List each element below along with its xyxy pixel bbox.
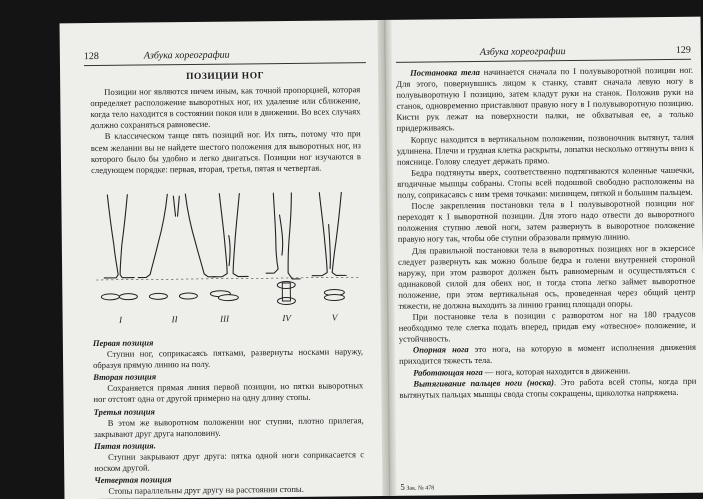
left-intro-block bbox=[90, 70, 361, 176]
numeral-position-4: IV bbox=[282, 312, 291, 324]
position-text: Сохраняется прямая линия первой позиции, но пятки выворотных ног отстоят одна от другой примерно на одну длину стопы. bbox=[93, 380, 364, 405]
signature-text: Зак. № 478 bbox=[406, 485, 435, 492]
foot-diagram-position-1 bbox=[101, 294, 137, 300]
position-title: Пятая позиция. bbox=[93, 440, 156, 451]
body-paragraph-3: После закрепления постановки тела в I полувыворотной позиции ног переходят к I выворотной позиции. Для этого надо отвести до выворотного положения ступню левой ноги, затем развернуть в выворотное положение правую ногу так, чтобы обе ступни образовали прямую линию. bbox=[397, 197, 695, 245]
numeral-position-1: I bbox=[119, 314, 123, 325]
legs-figure-position-1 bbox=[103, 195, 134, 278]
position-title: Третья позиция bbox=[93, 405, 155, 417]
foot-diagram-position-2 bbox=[149, 293, 197, 300]
lead-term: Вытягивание пальцев ноги (носка) bbox=[413, 376, 554, 389]
right-header-title: Азбука хореографии bbox=[479, 46, 566, 58]
legs-figure-position-2 bbox=[137, 194, 216, 278]
numeral-position-2: II bbox=[171, 314, 178, 325]
paragraph-body: начинается сначала по I полувыворотной позиции ног. Для этого, повернувшись лицом к станку, ставят сначала левую ногу в полувыворотную I позицию, затем кладут руки на станок. Положив руки на станок, одновременно приставляют правую ногу в I полувыворотную позицию. Кисти рук лежат на поверхности палки, не обхватывая ее, а только придерживаясь. bbox=[396, 64, 694, 134]
legs-figure-position-5 bbox=[311, 192, 346, 275]
paragraph-body: . Это работа всей стопы, когда при вытянутых пальцах мышцы свода стопы сокращены, щиколотка напряжена. bbox=[399, 375, 697, 400]
definition-supporting-leg bbox=[399, 342, 696, 367]
right-running-header bbox=[396, 45, 691, 63]
body-paragraph-1: Корпус находится в вертикальном положении, позвоночник вытянут, талия удлинена. Плечи и грудная клетка раскрыты, лопатки несколько оттянуты вниз к пояснице. Голову следует держать прямо. bbox=[396, 131, 694, 167]
intro-paragraph-1: Позиции ног являются ничем иным, как точной пропорцией, которая определяет расположение выворотных ног, их удаление или сближение, когда тело находится в состоянии покоя или в движении. Во всех случаях должно сохраняться равновесие. bbox=[90, 84, 361, 131]
foot-diagram-position-5 bbox=[324, 289, 344, 300]
left-header-title: Азбука хореографии bbox=[143, 49, 230, 62]
positions-description-block bbox=[93, 334, 365, 497]
position-text: Ступни закрывают друг друга: пятка одной ноги соприкасается с носком другой. bbox=[94, 449, 365, 474]
left-page bbox=[60, 20, 383, 499]
position-text: Ступни ног, соприкасаясь пятками, развернуты носками наружу, образуя прямую линию на полу. bbox=[93, 346, 364, 371]
body-paragraph-5: При постановке тела в позиции с разворотом ног на 180 градусов необходимо теле слегка подать вперед, придав ему «отвесное» положение, и устойчивость. bbox=[398, 308, 696, 345]
paragraph-body: — нога, которая находится в движении. bbox=[482, 364, 631, 377]
posture-paragraph bbox=[396, 65, 694, 135]
definition-toe-stretch bbox=[399, 375, 696, 400]
legs-figure-position-4 bbox=[265, 193, 300, 279]
lead-term: Опорная нога bbox=[412, 344, 469, 356]
position-title: Первая позиция bbox=[92, 337, 154, 349]
left-running-header bbox=[84, 48, 366, 66]
body-paragraph-2: Бедра подтянуты вверх, соответственно подтягиваются коленные чашечки, ягодичные мышцы собраны. Стопы всей подошвой свободно расположены на полу, соприкасаясь с ним тремя точками: мизинцем, пяткой и большим пальцем. bbox=[397, 164, 695, 200]
right-page-number: 129 bbox=[675, 44, 691, 56]
right-text-block bbox=[396, 65, 696, 401]
right-page bbox=[392, 17, 703, 496]
numeral-position-3: III bbox=[220, 313, 230, 324]
printer-signature bbox=[400, 481, 434, 491]
position-title: Четвертая позиция bbox=[94, 474, 172, 486]
paragraph-body: это нога, на которую в момент исполнения движения приходится тяжесть тела. bbox=[399, 342, 697, 367]
left-page-number: 128 bbox=[83, 50, 99, 63]
foot-diagram-position-3 bbox=[210, 291, 238, 301]
intro-paragraph-2: В классическом танце пять позиций ног. Их пять, потому что при всем желании вы не найдете шестого положения для выворотных ног, из которого было бы удобно и легко двигаться. Позиции ног изучаются в следующем порядке: первая, вторая, третья, пятая и четвертая. bbox=[90, 128, 361, 175]
position-text: Стопы параллельны друг другу на расстоянии стопы. bbox=[108, 484, 304, 497]
foot-positions-illustration bbox=[95, 184, 365, 339]
section-heading: ПОЗИЦИИ НОГ bbox=[186, 71, 265, 83]
position-title: Вторая позиция bbox=[93, 371, 157, 383]
legs-figure-position-3 bbox=[211, 193, 248, 276]
lead-term: Работающая нога bbox=[413, 366, 483, 378]
book-spread bbox=[60, 17, 703, 499]
lead-term: Постановка тела bbox=[410, 66, 480, 78]
position-text: В этом же выворотном положении ног ступни, плотно прилегая, закрывают друг друга наполовину. bbox=[93, 414, 364, 439]
body-paragraph-4: Для правильной постановки тела в выворотных позициях ног в экзерсисе следует развернуть как можно больше бедра и голени внутренней стороной наружу, при этом разворот должен быть равномерным и осуществляться с одинаковой силой для обеих ног, и тогда стопа легко займет выворотное положение, при этом вертикальная ось, проведенная через общий центр тяжести, не должна выходить за линию границ площади опоры. bbox=[397, 242, 696, 311]
numeral-position-5: V bbox=[331, 312, 338, 323]
foot-diagram-position-4 bbox=[277, 281, 295, 304]
signature-number: 5 bbox=[400, 481, 405, 492]
